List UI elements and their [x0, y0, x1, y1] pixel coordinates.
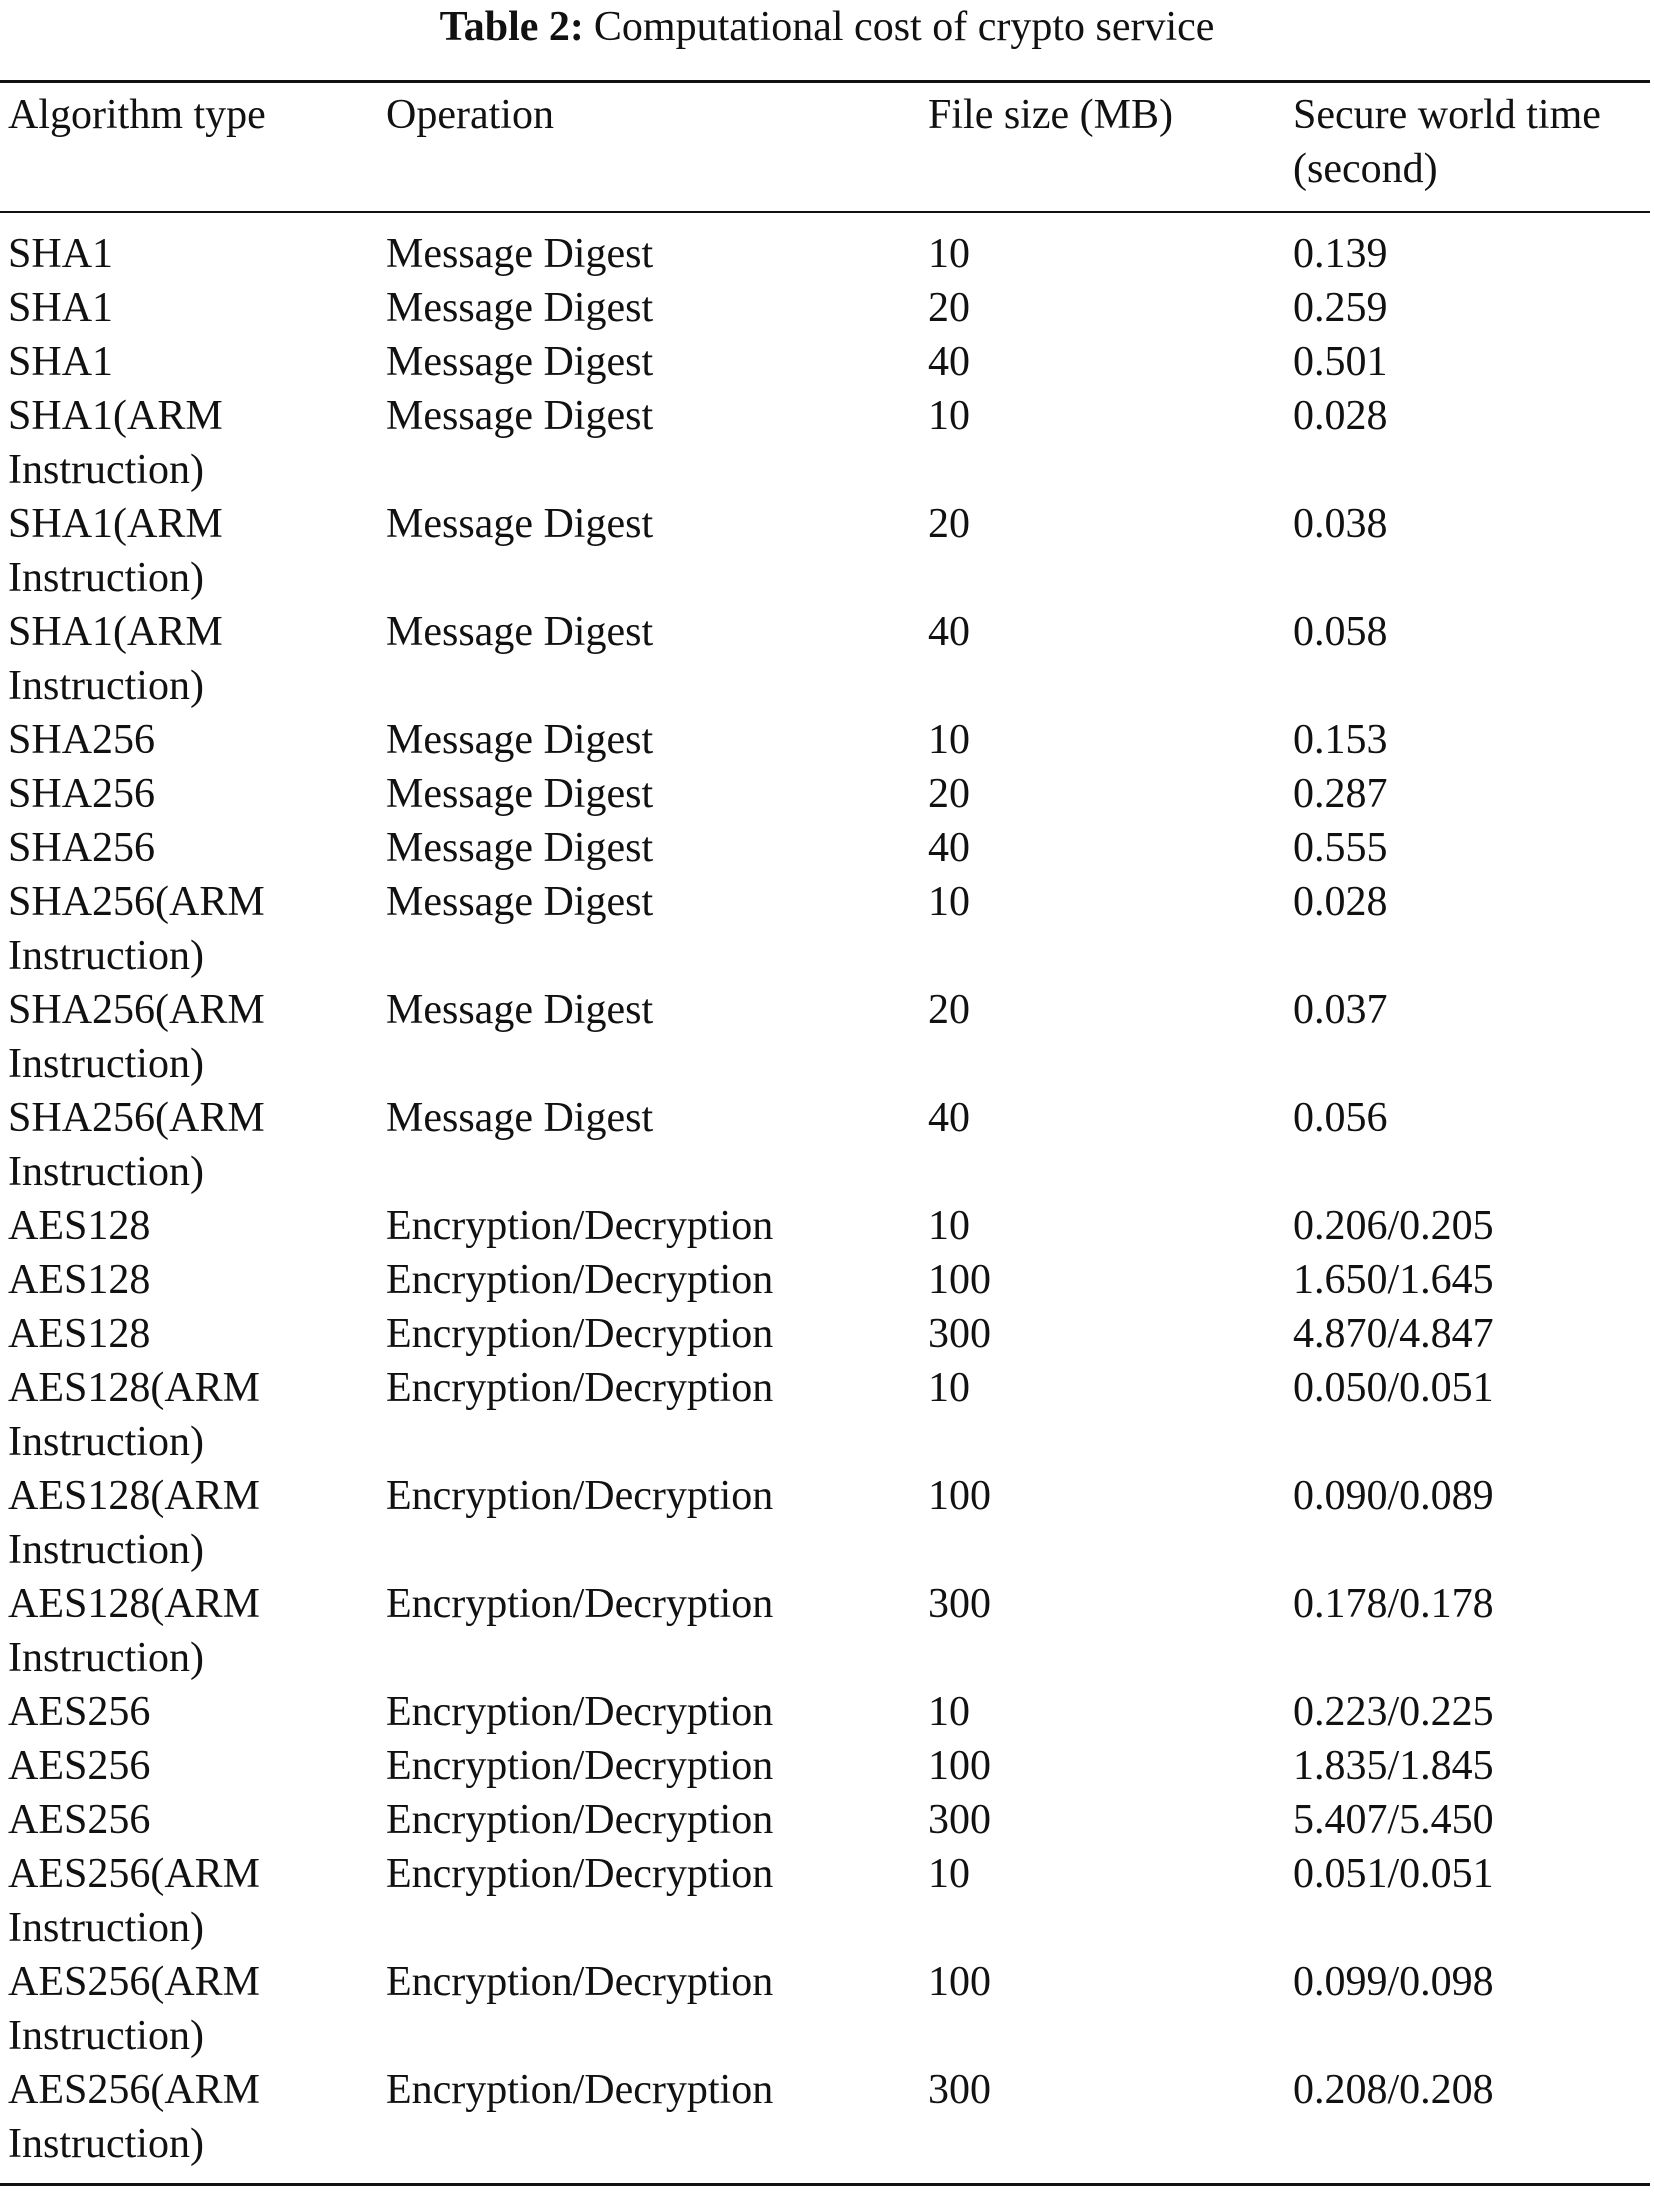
cell-secure-world-time: 0.153	[1293, 717, 1388, 763]
cell-file-size: 10	[928, 879, 970, 925]
cell-file-size: 300	[928, 1581, 991, 1627]
cell-algorithm-type: AES128(ARM Instruction)	[8, 1581, 261, 1681]
table-row	[0, 1577, 1650, 1685]
cell-operation: Encryption/Decryption	[386, 2067, 774, 2113]
cell-operation: Encryption/Decryption	[386, 1473, 774, 1519]
cell-operation: Encryption/Decryption	[386, 1257, 774, 1303]
cell-file-size: 20	[928, 501, 970, 547]
cell-file-size: 300	[928, 1311, 991, 1357]
table-row	[0, 1199, 1650, 1253]
table-row	[0, 767, 1650, 821]
table-header-rule	[0, 211, 1650, 213]
cell-operation: Message Digest	[386, 609, 654, 655]
cell-algorithm-type: AES256	[8, 1797, 151, 1843]
cell-algorithm-type: SHA1(ARM Instruction)	[8, 501, 223, 601]
table-row	[0, 875, 1650, 983]
table-row	[0, 2063, 1650, 2171]
cell-algorithm-type: AES128(ARM Instruction)	[8, 1473, 261, 1573]
cell-algorithm-type: AES256(ARM Instruction)	[8, 1851, 261, 1951]
cell-secure-world-time: 0.038	[1293, 501, 1388, 547]
table-row	[0, 281, 1650, 335]
cell-file-size: 40	[928, 609, 970, 655]
cell-file-size: 100	[928, 1257, 991, 1303]
cell-secure-world-time: 0.028	[1293, 393, 1388, 439]
table-row	[0, 1955, 1650, 2063]
cell-operation: Message Digest	[386, 987, 654, 1033]
cell-algorithm-type: SHA1(ARM Instruction)	[8, 609, 223, 709]
cell-algorithm-type: AES128	[8, 1311, 151, 1357]
table-row	[0, 335, 1650, 389]
header-secure-world-time: Secure world time (second)	[1293, 92, 1601, 192]
table-row	[0, 1469, 1650, 1577]
cell-algorithm-type: AES128(ARM Instruction)	[8, 1365, 261, 1465]
cell-operation: Message Digest	[386, 501, 654, 547]
table-bottom-rule	[0, 2183, 1650, 2186]
table-row	[0, 1091, 1650, 1199]
cell-operation: Encryption/Decryption	[386, 1203, 774, 1249]
cell-secure-world-time: 0.501	[1293, 339, 1388, 385]
table-top-rule	[0, 80, 1650, 83]
table-row	[0, 1739, 1650, 1793]
cell-algorithm-type: SHA256	[8, 717, 156, 763]
table-row	[0, 497, 1650, 605]
cell-secure-world-time: 1.650/1.645	[1293, 1257, 1494, 1303]
cell-file-size: 300	[928, 2067, 991, 2113]
cell-file-size: 100	[928, 1473, 991, 1519]
cell-algorithm-type: SHA1	[8, 285, 114, 331]
cell-secure-world-time: 1.835/1.845	[1293, 1743, 1494, 1789]
cell-secure-world-time: 0.208/0.208	[1293, 2067, 1494, 2113]
cell-secure-world-time: 0.287	[1293, 771, 1388, 817]
header-operation: Operation	[386, 92, 554, 138]
table-row	[0, 1253, 1650, 1307]
cell-algorithm-type: SHA1	[8, 339, 114, 385]
cell-operation: Encryption/Decryption	[386, 1959, 774, 2005]
cell-secure-world-time: 0.051/0.051	[1293, 1851, 1494, 1897]
table-row	[0, 1307, 1650, 1361]
table-caption-text: Computational cost of crypto service	[593, 4, 1215, 50]
cell-operation: Message Digest	[386, 879, 654, 925]
cell-secure-world-time: 5.407/5.450	[1293, 1797, 1494, 1843]
cell-algorithm-type: SHA1	[8, 231, 114, 277]
cell-operation: Encryption/Decryption	[386, 1797, 774, 1843]
cell-file-size: 40	[928, 825, 970, 871]
table-row	[0, 605, 1650, 713]
cell-operation: Message Digest	[386, 393, 654, 439]
cell-secure-world-time: 0.090/0.089	[1293, 1473, 1494, 1519]
cell-file-size: 10	[928, 1851, 970, 1897]
table-row	[0, 713, 1650, 767]
cell-operation: Encryption/Decryption	[386, 1743, 774, 1789]
cell-operation: Encryption/Decryption	[386, 1581, 774, 1627]
cell-algorithm-type: AES256	[8, 1689, 151, 1735]
cell-file-size: 20	[928, 285, 970, 331]
cell-secure-world-time: 0.223/0.225	[1293, 1689, 1494, 1735]
cell-file-size: 100	[928, 1959, 991, 2005]
table-row	[0, 983, 1650, 1091]
cell-algorithm-type: AES256(ARM Instruction)	[8, 2067, 261, 2167]
cell-algorithm-type: AES256	[8, 1743, 151, 1789]
cell-secure-world-time: 0.028	[1293, 879, 1388, 925]
cell-file-size: 100	[928, 1743, 991, 1789]
table-row	[0, 1793, 1650, 1847]
cell-file-size: 20	[928, 771, 970, 817]
cell-algorithm-type: AES128	[8, 1257, 151, 1303]
cell-operation: Message Digest	[386, 285, 654, 331]
cell-file-size: 10	[928, 1689, 970, 1735]
cell-file-size: 20	[928, 987, 970, 1033]
cell-secure-world-time: 0.037	[1293, 987, 1388, 1033]
header-algorithm-type: Algorithm type	[8, 92, 266, 138]
table-row	[0, 1361, 1650, 1469]
cell-file-size: 10	[928, 393, 970, 439]
cell-file-size: 40	[928, 339, 970, 385]
cell-algorithm-type: AES256(ARM Instruction)	[8, 1959, 261, 2059]
header-file-size: File size (MB)	[928, 92, 1173, 138]
cell-algorithm-type: SHA256	[8, 771, 156, 817]
cell-algorithm-type: SHA256(ARM Instruction)	[8, 879, 265, 979]
cell-algorithm-type: SHA1(ARM Instruction)	[8, 393, 223, 493]
cell-operation: Message Digest	[386, 339, 654, 385]
cell-operation: Encryption/Decryption	[386, 1365, 774, 1411]
cell-algorithm-type: SHA256	[8, 825, 156, 871]
cell-file-size: 300	[928, 1797, 991, 1843]
cell-secure-world-time: 0.178/0.178	[1293, 1581, 1494, 1627]
cell-file-size: 10	[928, 1365, 970, 1411]
cell-algorithm-type: SHA256(ARM Instruction)	[8, 987, 265, 1087]
table-caption	[0, 0, 1654, 54]
cell-file-size: 40	[928, 1095, 970, 1141]
cell-secure-world-time: 0.206/0.205	[1293, 1203, 1494, 1249]
table-caption-label: Table 2:	[439, 4, 584, 50]
table-row	[0, 821, 1650, 875]
cell-secure-world-time: 0.139	[1293, 231, 1388, 277]
cell-secure-world-time: 0.099/0.098	[1293, 1959, 1494, 2005]
table-row	[0, 227, 1650, 281]
table-row	[0, 1685, 1650, 1739]
cell-secure-world-time: 0.259	[1293, 285, 1388, 331]
cell-operation: Message Digest	[386, 717, 654, 763]
cell-file-size: 10	[928, 231, 970, 277]
cell-operation: Message Digest	[386, 1095, 654, 1141]
cell-secure-world-time: 4.870/4.847	[1293, 1311, 1494, 1357]
cell-operation: Encryption/Decryption	[386, 1311, 774, 1357]
cell-algorithm-type: SHA256(ARM Instruction)	[8, 1095, 265, 1195]
cell-file-size: 10	[928, 717, 970, 763]
table-header-row	[0, 88, 1650, 206]
cell-secure-world-time: 0.555	[1293, 825, 1388, 871]
cell-secure-world-time: 0.058	[1293, 609, 1388, 655]
cell-operation: Encryption/Decryption	[386, 1851, 774, 1897]
table-row	[0, 389, 1650, 497]
cell-secure-world-time: 0.050/0.051	[1293, 1365, 1494, 1411]
cell-file-size: 10	[928, 1203, 970, 1249]
cell-operation: Encryption/Decryption	[386, 1689, 774, 1735]
cell-operation: Message Digest	[386, 771, 654, 817]
cell-algorithm-type: AES128	[8, 1203, 151, 1249]
cell-secure-world-time: 0.056	[1293, 1095, 1388, 1141]
table-row	[0, 1847, 1650, 1955]
cell-operation: Message Digest	[386, 231, 654, 277]
cell-operation: Message Digest	[386, 825, 654, 871]
